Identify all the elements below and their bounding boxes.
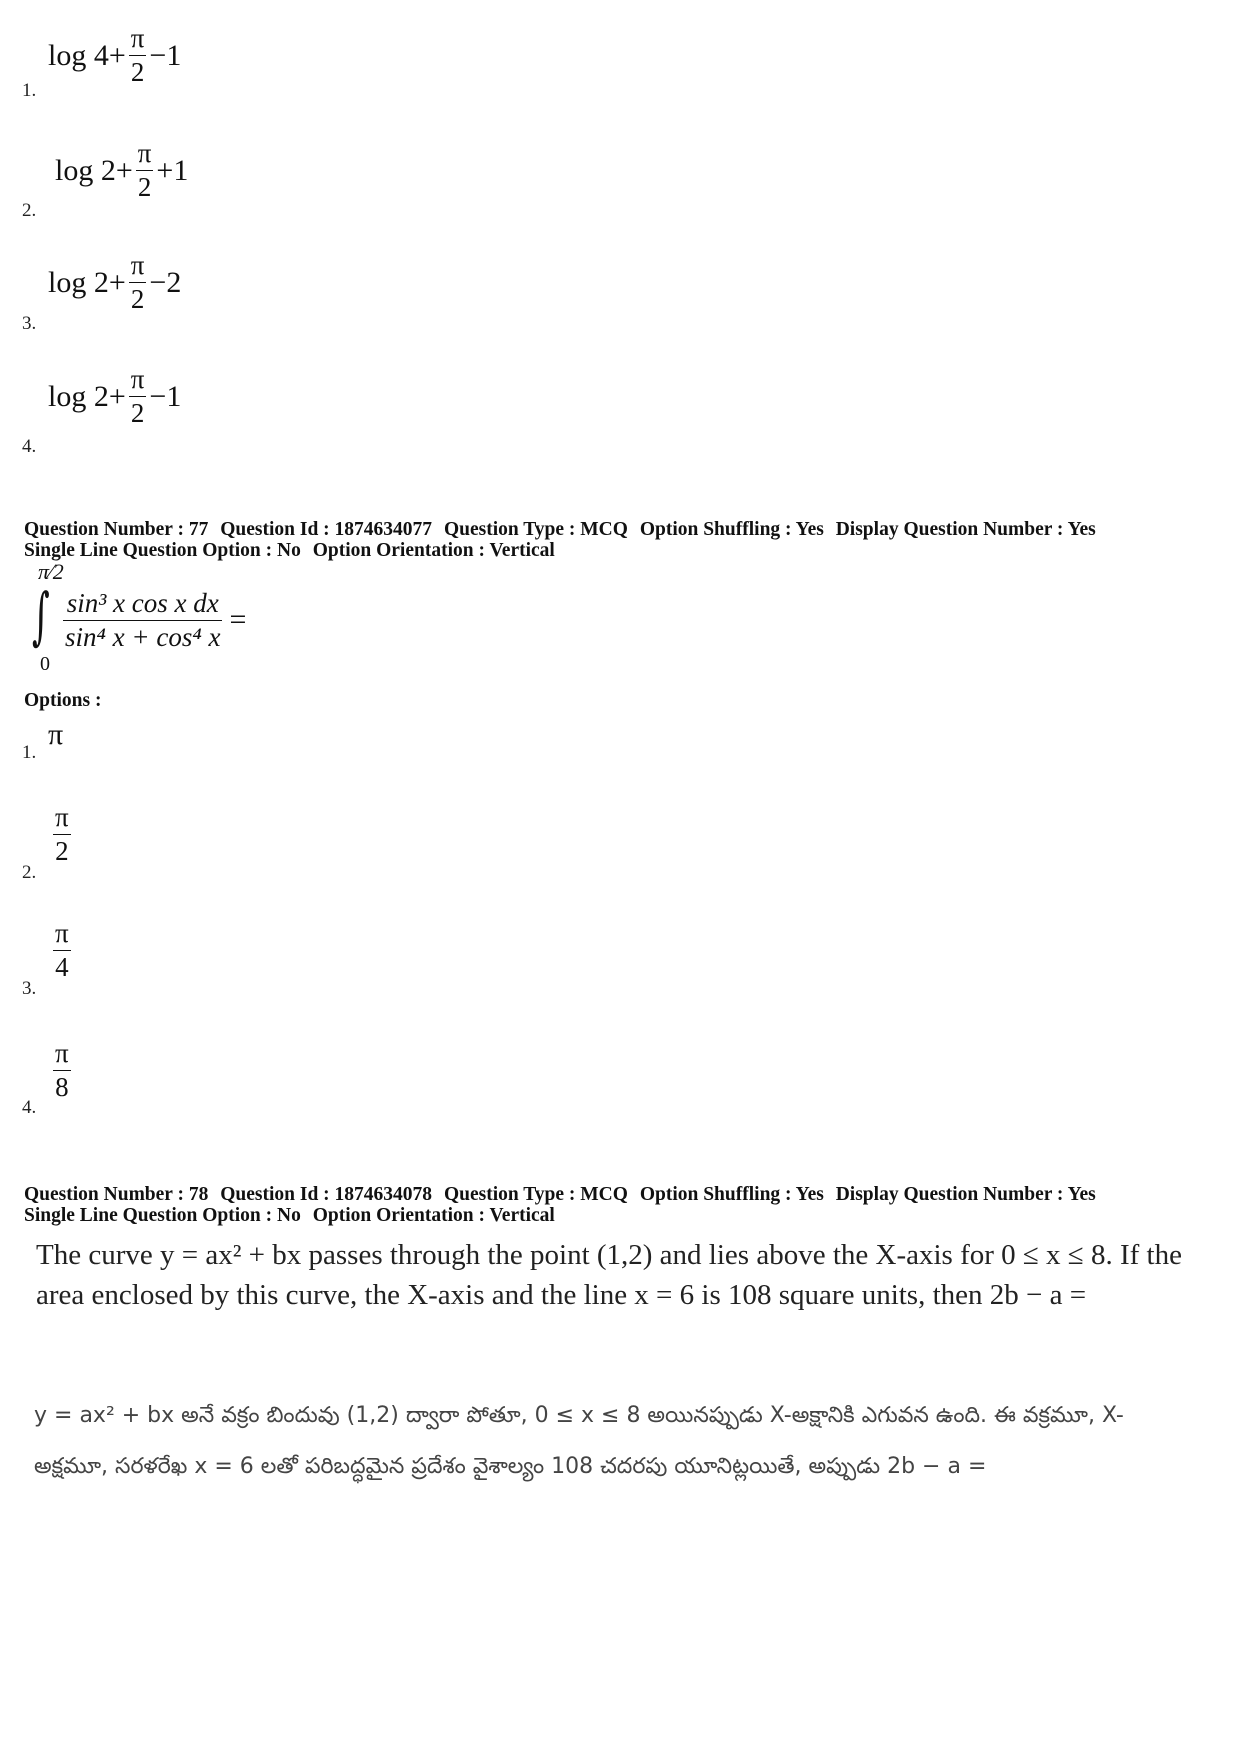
q78-single-line-option: Single Line Question Option : No [24,1205,301,1226]
q77-option-3-number: 3. [22,978,37,999]
q77-option-2[interactable] [50,804,74,865]
q77-option-1[interactable] [48,718,63,752]
integral-denominator: sin⁴ x + cos⁴ x [65,621,221,652]
q77-option-3-frac-num: π [55,918,69,948]
prev-option-2[interactable] [55,140,188,201]
q77-option-1-number: 1. [22,742,37,763]
prev-option-2-frac-den: 2 [137,172,152,202]
q78-question-english: The curve y = ax² + bx passes through the point (1,2) and lies above the X-axis for 0 ≤ x ≤ 8. If the area enclosed by this curve, the X-axis and the line x = 6 is 108 square units, then 2b − a = [36,1239,1182,1311]
q78-display-question-number: Display Question Number : Yes [835,1184,1096,1205]
prev-option-3-number: 3. [22,313,37,334]
q77-option-2-number: 2. [22,862,37,883]
prev-option-4[interactable] [48,366,181,427]
integral-numerator: sin³ x cos x dx [66,587,219,618]
q77-option-4-frac-den: 8 [55,1072,69,1102]
prev-option-4-suffix: −1 [149,379,182,413]
prev-option-4-frac-num: π [130,364,145,394]
prev-option-4-number: 4. [22,436,37,457]
q77-meta-line-1 [24,519,1103,540]
q77-question-id: Question Id : 1874634077 [220,519,433,540]
prev-option-2-suffix: +1 [156,153,189,187]
prev-option-1-frac-num: π [130,23,145,53]
integral-equals: = [229,603,247,636]
prev-option-1-number: 1. [22,80,37,101]
q77-option-2-frac-num: π [55,802,69,832]
q77-option-4[interactable] [50,1040,74,1101]
q78-option-shuffling: Option Shuffling : Yes [639,1184,824,1205]
q77-single-line-option: Single Line Question Option : No [24,540,301,561]
q77-meta [24,519,1103,561]
q78-question-telugu: y = ax² + bx అనే వక్రం బిందువు (1,2) ద్వారా పోతూ, 0 ≤ x ≤ 8 అయినప్పుడు X-అక్షానికి ఎగువన ఉంది. ఈ వక్రమూ, X-అక్షమూ, సరళరేఖ x = 6 లతో పరిబద్ధమైన ప్రదేశం వైశాల్యం 108 చదరపు యూనిట్లయితే, అప్పుడు 2b − a = [34,1403,1124,1479]
prev-option-3-suffix: −2 [149,265,182,299]
integral-upper-limit: π⁄2 [38,559,64,584]
q77-option-orientation: Option Orientation : Vertical [312,540,555,561]
q77-options-label: Options : [24,690,102,711]
q77-option-3[interactable] [50,920,74,981]
q77-question-number: Question Number : 77 [24,519,209,540]
q78-question-number: Question Number : 78 [24,1184,209,1205]
q77-option-3-frac-den: 4 [55,952,69,982]
q78-question-id: Question Id : 1874634078 [220,1184,433,1205]
prev-option-2-number: 2. [22,200,37,221]
prev-option-3-prefix: log 2+ [48,265,126,299]
integral-sign: π⁄2 ∫ 0 [32,559,64,675]
q77-option-4-number: 4. [22,1097,37,1118]
q77-question-integral [30,559,247,675]
q77-meta-line-2 [24,540,1103,561]
q77-display-question-number: Display Question Number : Yes [835,519,1096,540]
q77-option-2-frac-den: 2 [55,836,69,866]
prev-option-4-frac-den: 2 [130,398,145,428]
prev-option-4-prefix: log 2+ [48,379,126,413]
prev-option-1-suffix: −1 [149,38,182,72]
prev-option-3-frac-num: π [130,250,145,280]
q78-meta [24,1184,1103,1226]
q77-question-type: Question Type : MCQ [443,519,628,540]
prev-option-1[interactable] [48,25,181,86]
prev-option-3[interactable] [48,252,181,313]
prev-option-1-frac-den: 2 [130,57,145,87]
q77-option-1-value: π [48,718,64,751]
prev-option-2-frac-num: π [137,138,152,168]
prev-option-3-frac-den: 2 [130,284,145,314]
q78-meta-line-2 [24,1205,1103,1226]
q77-option-shuffling: Option Shuffling : Yes [639,519,824,540]
q78-question-type: Question Type : MCQ [443,1184,628,1205]
q78-meta-line-1 [24,1184,1103,1205]
q77-option-4-frac-num: π [55,1038,69,1068]
prev-option-2-prefix: log 2+ [55,153,133,187]
q78-option-orientation: Option Orientation : Vertical [312,1205,555,1226]
integral-lower-limit: 0 [40,653,50,675]
prev-option-1-prefix: log 4+ [48,38,126,72]
